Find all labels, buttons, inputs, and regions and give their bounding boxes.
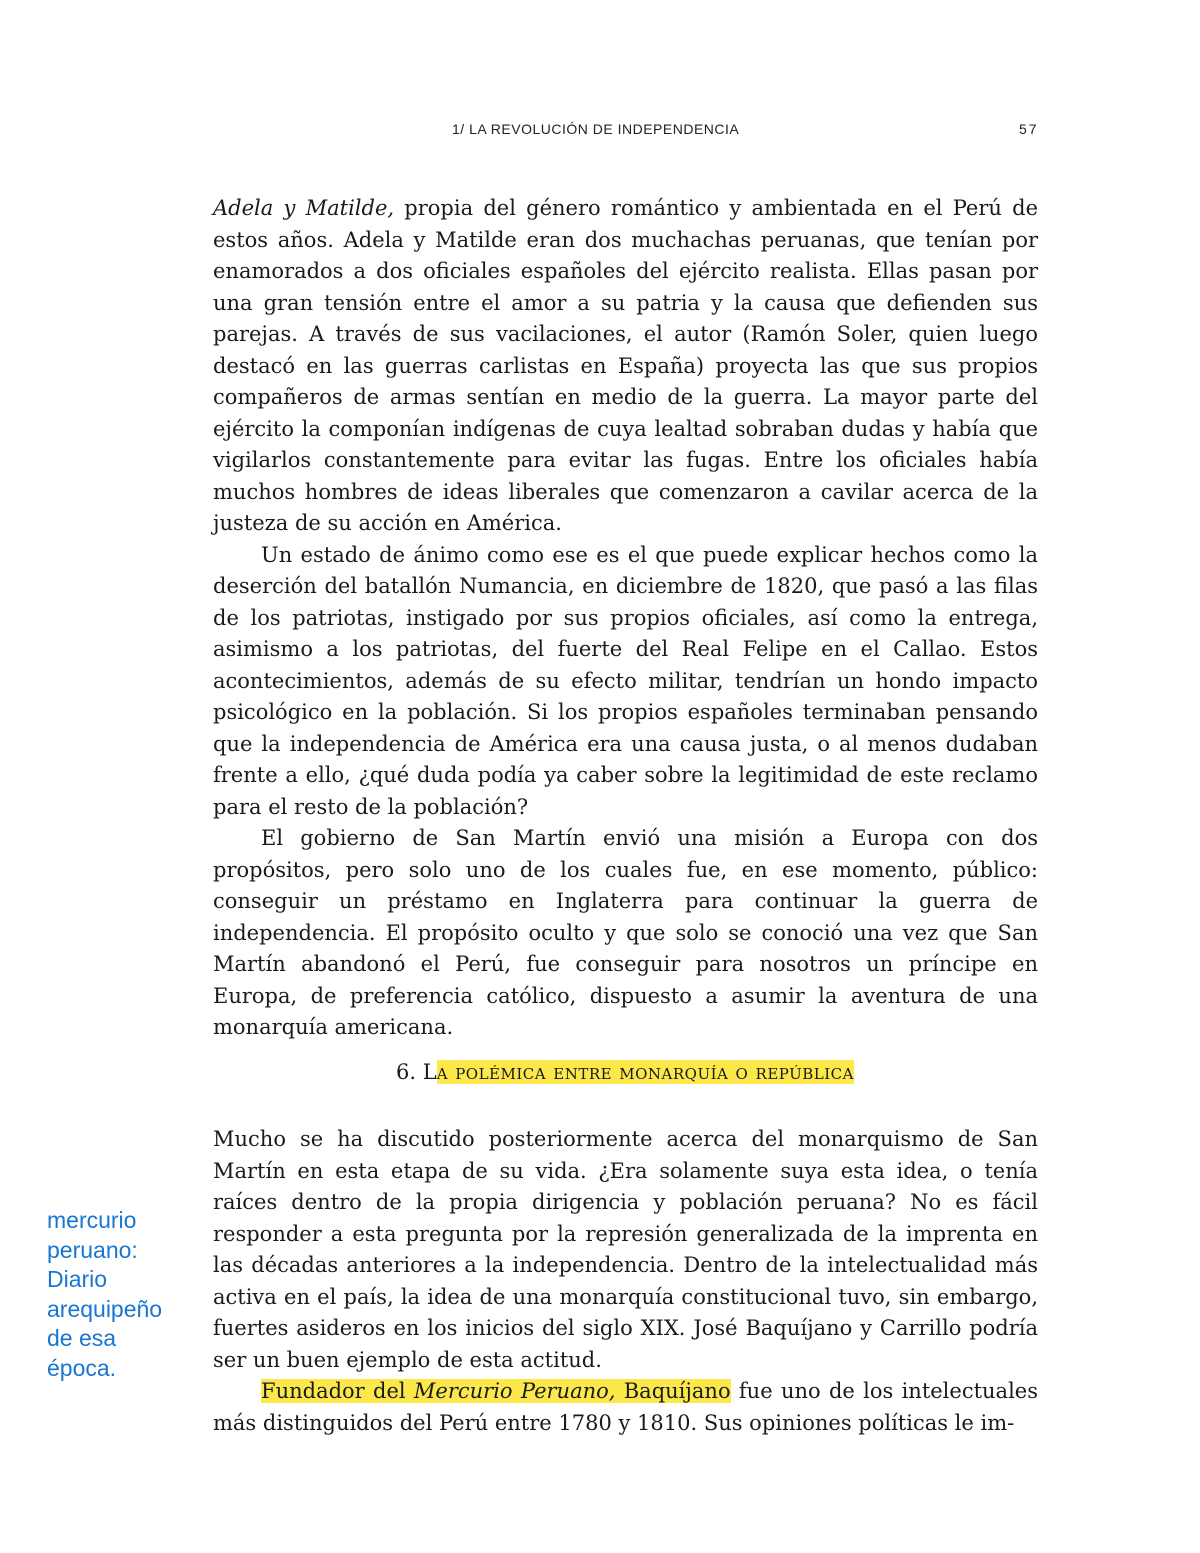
book-title-italic: Adela y Matilde, <box>213 196 395 220</box>
paragraph-adela-y-matilde <box>213 193 1038 540</box>
section-heading <box>0 1057 1200 1088</box>
annotation-line: mercurio <box>47 1207 137 1233</box>
paragraph-text: fue uno de los intelectuales más distinguidos del Perú entre 1780 y 1810. Sus opiniones políticas le im- <box>213 1379 1038 1435</box>
highlight-tail-text: Baquíjano <box>615 1379 731 1403</box>
paragraph-gobierno-san-martin: El gobierno de San Martín envió una misión a Europa con dos propósitos, pero solo uno de los cuales fue, en ese momento, público: conseguir un préstamo en Inglaterra para continuar la guerra de independencia. El propósito oculto y que solo se conoció una vez que San Martín abandonó el Perú, fue conseguir para nosotros un príncipe en Europa, de preferencia católico, dispuesto a asumir la aventura de una monarquía americana. <box>213 826 1038 1039</box>
section-heading-title: a polémica entre monarquía o república <box>436 1060 854 1084</box>
paragraph-monarquismo: Mucho se ha discutido posteriormente acerca del monarquismo de San Martín en esta etapa de su vida. ¿Era solamente suya esta idea, o tenía raíces dentro de la propia dirigencia y población peruana? No es fácil responder a esta pregunta por la represión generalizada de la imprenta en las décadas anteriores a la independencia. Dentro de la intelectualidad más activa en el país, la idea de una monarquía constitucional tuvo, sin embargo, fuertes asideros en los inicios del siglo XIX. José Baquíjano y Carrillo podría ser un buen ejemplo de esta actitud. <box>213 1127 1038 1372</box>
running-head: 1/ LA REVOLUCIÓN DE INDEPENDENCIA <box>452 121 740 137</box>
highlighted-phrase <box>261 1379 731 1403</box>
paragraph-estado-de-animo: Un estado de ánimo como ese es el que puede explicar hechos como la deserción del batallón Numancia, en diciembre de 1820, que pasó a las filas de los patriotas, instigado por sus propios oficiales, así como la entrega, asimismo a los patriotas, del fuerte del Real Felipe en el Callao. Estos acontecimientos, además de su efecto militar, tendrían un hondo impacto psicológico en la población. Si los propios españoles terminaban pensando que la independencia de América era una causa justa, o al menos dudaban frente a ello, ¿qué duda podía ya caber sobre la legitimidad de este reclamo para el resto de la población? <box>213 542 1038 819</box>
annotation-line: Diario <box>47 1266 108 1292</box>
annotation-line: peruano: <box>47 1236 138 1263</box>
body-text-upper <box>213 193 1038 1044</box>
body-text-lower <box>213 1124 1038 1439</box>
paragraph-text: propia del género romántico y ambientada en el Perú de estos años. Adela y Matilde eran dos muchachas peruanas, que tenían por enamorados a dos oficiales españoles del ejército realista. Ellas pasan por una gran tensión entre el amor a su patria y la causa que defienden sus parejas. A través de sus vacilaciones, el autor (Ramón Soler, quien luego destacó en las guerras carlistas en España) proyecta las que sus propios compañeros de armas sentían en medio de la guerra. La mayor parte del ejército la componían indígenas de cuya lealtad sobraban dudas y había que vigilarlos constantemente para evitar las fugas. Entre los oficiales había muchos hombres de ideas liberales que comenzaron a cavilar acerca de la justeza de su acción en América. <box>213 196 1038 535</box>
page-number: 57 <box>1019 121 1039 137</box>
highlight-lead-text: Fundador del <box>261 1379 414 1403</box>
mercurio-peruano-italic: Mercurio Peruano, <box>413 1379 616 1403</box>
annotation-line: de esa <box>47 1325 117 1351</box>
annotation-line: época. <box>47 1354 117 1381</box>
annotation-line: arequipeño <box>47 1295 163 1322</box>
section-heading-number: 6. L <box>396 1060 437 1084</box>
margin-annotation <box>47 1206 187 1383</box>
paragraph-baquijano <box>213 1376 1038 1439</box>
